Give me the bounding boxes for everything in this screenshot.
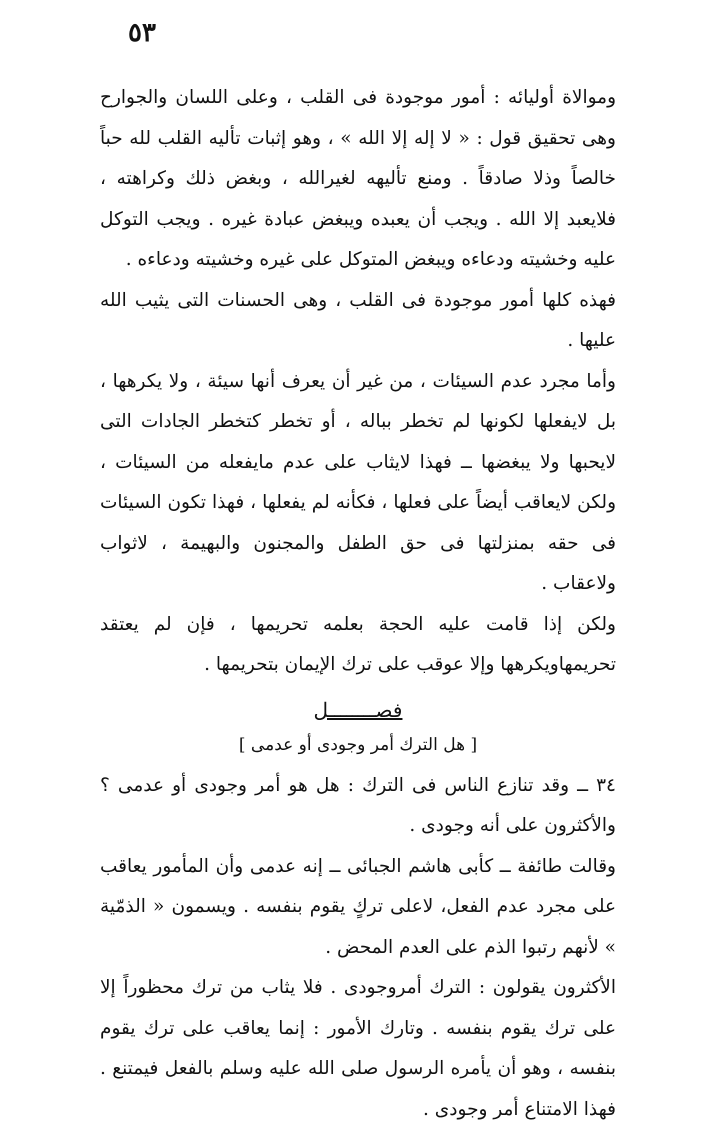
paragraph: فهذه كلها أمور موجودة فى القلب ، وهى الحسنات التى يثيب الله عليها . xyxy=(100,289,616,351)
paragraph: وقالت طائفة ــ كأبى هاشم الجبائى ــ إنه عدمى وأن المأمور يعاقب على مجرد عدم الفعل، لاعلى تركٍ يقوم بنفسه . ويسمون « الذمّية » لأنهم رتبوا الذم على العدم المحض . xyxy=(100,855,616,958)
paragraph: وموالاة أوليائه : أمور موجودة فى القلب ، وعلى اللسان والجوارح وهى تحقيق قول : « لا إله إلا الله » ، وهو إثبات تأليه القلب لله حباً خالصاً وذلا صادقاً . ومنع تأليهه لغيرالله ، وبغض ذلك وكراهته ، فلايعبد إلا الله . ويجب أن يعبده ويبغض عبادة غيره . ويجب التوكل عليه وخشيته ودعاءه ويبغض المتوكل على غيره وخشيته ودعاءه . xyxy=(100,87,616,270)
section-title: فصــــــــل xyxy=(313,697,403,722)
page-body xyxy=(100,78,616,1130)
paragraph: ولكن إذا قامت عليه الحجة بعلمه تحريمها ، فإن لم يعتقد تحريمهاويكرهها وإلا عوقب على ترك الإيمان بتحريمها . xyxy=(100,613,616,675)
page-number: ٥٣ xyxy=(128,18,156,48)
paragraph: وأما مجرد عدم السيئات ، من غير أن يعرف أنها سيئة ، ولا يكرهها ، بل لايفعلها لكونها لم تخطر بباله ، أو تخطر كتخطر الجادات التى لايحبها ولا يبغضها ــ فهذا لايثاب على عدم مايفعله من السيئات ، ولكن لايعاقب أيضاً على فعلها ، فكأنه لم يفعلها ، فهذا تكون السيئات فى حقه بمنزلتها فى حق الطفل والمجنون والبهيمة ، لاثواب ولاعقاب . xyxy=(100,370,616,594)
paragraph: الأكثرون يقولون : الترك أمروجودى . فلا يثاب من ترك محظوراً إلا على ترك يقوم بنفسه . وتارك الأمور : إنما يعاقب على ترك يقوم بنفسه ، وهو أن يأمره الرسول صلى الله عليه وسلم بالفعل فيمتنع . فهذا الامتناع أمر وجودى . xyxy=(100,977,616,1120)
paragraph: ٣٤ ــ وقد تنازع الناس فى الترك : هل هو أمر وجودى أو عدمى ؟ والأكثرون على أنه وجودى . xyxy=(100,774,616,836)
section-subtitle: [ هل الترك أمر وجودى أو عدمى ] xyxy=(238,734,478,755)
